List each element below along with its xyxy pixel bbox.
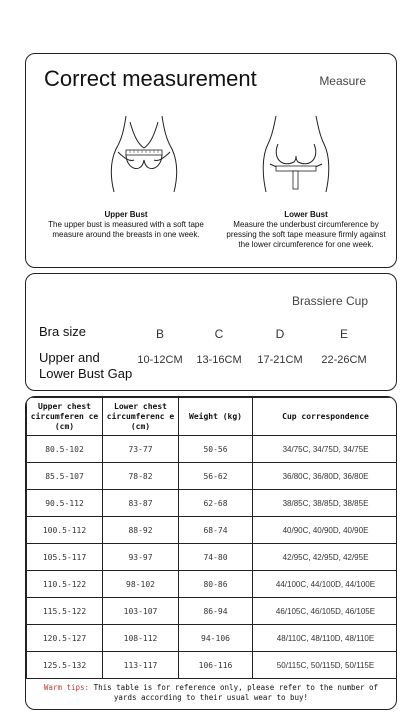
lower-bust-heading: Lower Bust	[284, 210, 328, 219]
lower-bust-text: Measure the underbust circumference by pressing the soft tape measure firmly against the lower circumference for one week.	[226, 220, 386, 249]
cell-weight: 56-62	[179, 463, 253, 490]
gap-d: 17-21CM	[257, 354, 303, 366]
cup-b: B	[155, 327, 164, 341]
cell-cup: 34/75C, 34/75D, 34/75E	[253, 436, 398, 463]
lower-bust-illustration	[256, 114, 336, 194]
cell-cup: 38/85C, 38/85D, 38/85E	[253, 490, 398, 517]
cell-cup: 50/115C, 50/115D, 50/115E	[253, 652, 398, 679]
cell-lower-chest: 103-107	[103, 598, 179, 625]
table-row	[27, 571, 398, 598]
cell-weight: 62-68	[179, 490, 253, 517]
cell-lower-chest: 88-92	[103, 517, 179, 544]
size-table	[26, 397, 397, 679]
cell-cup: 36/80C, 36/80D, 36/80E	[253, 463, 398, 490]
header-upper-chest: Upper chest circumferen ce (cm)	[27, 398, 103, 436]
measure-label: Measure	[319, 74, 366, 88]
cell-weight: 68-74	[179, 517, 253, 544]
cell-lower-chest: 78-82	[103, 463, 179, 490]
cell-lower-chest: 98-102	[103, 571, 179, 598]
table-row	[27, 598, 398, 625]
cell-lower-chest: 108-112	[103, 625, 179, 652]
cell-upper-chest: 125.5-132	[27, 652, 103, 679]
cup-e: E	[339, 327, 348, 341]
bust-gap-label-line1: Upper and	[39, 350, 100, 365]
cup-d: D	[275, 327, 285, 341]
cell-upper-chest: 90.5-112	[27, 490, 103, 517]
cup-chart-title: Brassiere Cup	[291, 294, 368, 308]
table-row	[27, 652, 398, 679]
cell-upper-chest: 110.5-122	[27, 571, 103, 598]
cell-lower-chest: 83-87	[103, 490, 179, 517]
cell-weight: 94-106	[179, 625, 253, 652]
gap-e: 22-26CM	[321, 354, 367, 366]
bra-size-label: Bra size	[39, 324, 86, 339]
upper-bust-text: The upper bust is measured with a soft tape measure around the breasts in one week.	[48, 220, 204, 239]
cell-cup: 40/90C, 40/90D, 40/90E	[253, 517, 398, 544]
cell-upper-chest: 100.5-112	[27, 517, 103, 544]
cell-cup: 46/105C, 46/105D, 46/105E	[253, 598, 398, 625]
table-row	[27, 436, 398, 463]
cell-cup: 44/100C, 44/100D, 44/100E	[253, 571, 398, 598]
cell-upper-chest: 120.5-127	[27, 625, 103, 652]
cell-lower-chest: 113-117	[103, 652, 179, 679]
cell-weight: 74-80	[179, 544, 253, 571]
table-row	[27, 544, 398, 571]
bust-gap-label	[39, 350, 132, 382]
measurement-title: Correct measurement	[44, 66, 257, 91]
table-row	[27, 625, 398, 652]
warm-tips-text: This table is for reference only, please refer to the number of yards according to their usual wear to buy!	[89, 683, 379, 702]
cup-chart-card	[25, 273, 397, 391]
cell-upper-chest: 85.5-107	[27, 463, 103, 490]
table-header-row	[27, 398, 398, 436]
lower-bust-caption	[226, 210, 386, 250]
upper-bust-caption	[46, 210, 206, 240]
cell-weight: 50-56	[179, 436, 253, 463]
header-weight: Weight (kg)	[179, 398, 253, 436]
header-lower-chest: Lower chest circumferenc e (cm)	[103, 398, 179, 436]
cell-upper-chest: 105.5-117	[27, 544, 103, 571]
cup-c: C	[214, 327, 224, 341]
bust-gap-label-line2: Lower Bust Gap	[39, 366, 133, 381]
header-cup: Cup correspondence	[253, 398, 398, 436]
cell-lower-chest: 73-77	[103, 436, 179, 463]
cell-cup: 48/110C, 48/110D, 48/110E	[253, 625, 398, 652]
cell-upper-chest: 80.5-102	[27, 436, 103, 463]
upper-bust-illustration	[104, 114, 184, 194]
table-row	[27, 463, 398, 490]
cell-upper-chest: 115.5-122	[27, 598, 103, 625]
warm-tips-label: Warm tips:	[43, 683, 90, 692]
upper-bust-heading: Upper Bust	[104, 210, 148, 219]
cell-weight: 86-94	[179, 598, 253, 625]
size-table-card	[25, 396, 397, 710]
warm-tips	[32, 683, 390, 703]
cell-cup: 42/95C, 42/95D, 42/95E	[253, 544, 398, 571]
table-row	[27, 490, 398, 517]
table-row	[27, 517, 398, 544]
gap-c: 13-16CM	[196, 354, 242, 366]
cell-weight: 80-86	[179, 571, 253, 598]
cell-weight: 106-116	[179, 652, 253, 679]
measurement-card	[25, 53, 397, 268]
cell-lower-chest: 93-97	[103, 544, 179, 571]
gap-b: 10-12CM	[137, 354, 183, 366]
